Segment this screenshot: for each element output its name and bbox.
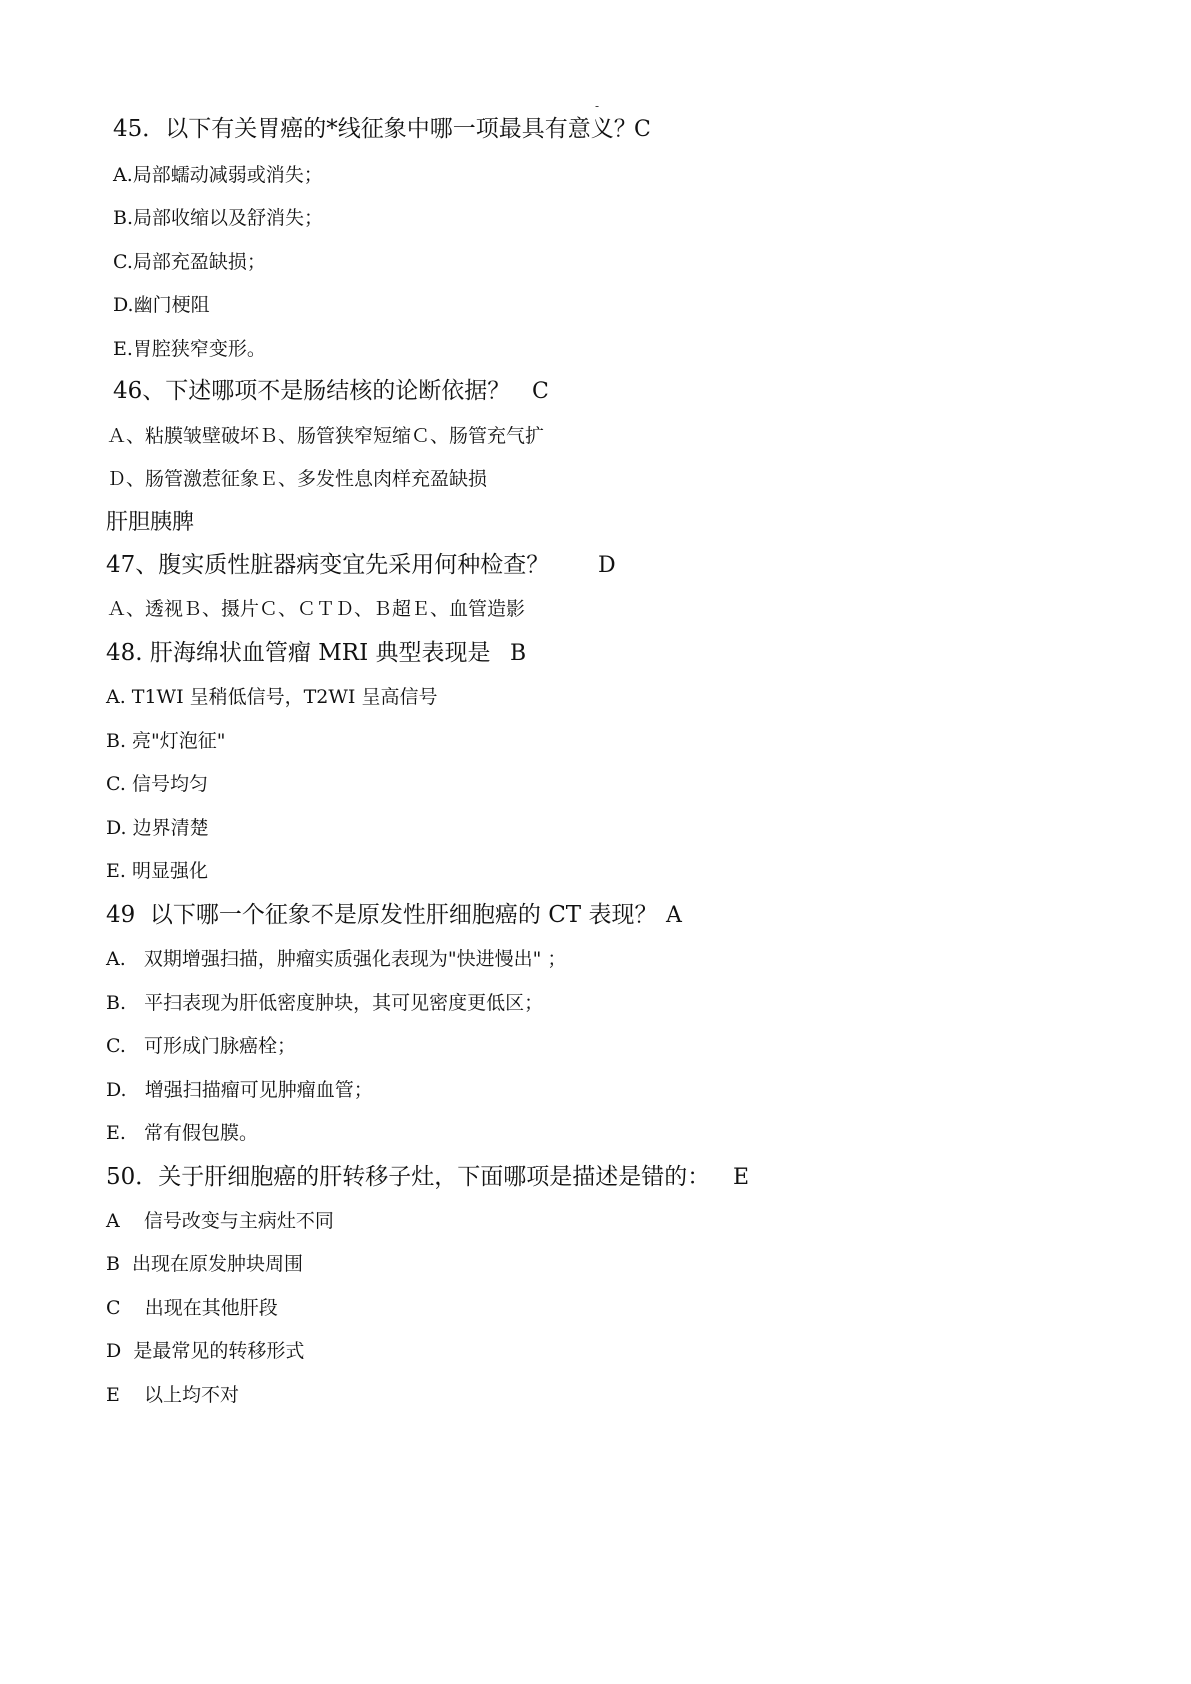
question-49-option-b: B. 平扫表现为肝低密度肿块，其可见密度更低区； — [106, 992, 544, 1014]
question-45-answer: C — [634, 117, 651, 142]
question-46-options-line-1: Ａ、粘膜皱壁破坏Ｂ、肠管狭窄短缩Ｃ、肠管充气扩 — [107, 425, 545, 447]
question-49-option-e: E. 常有假包膜。 — [106, 1122, 259, 1144]
question-49-option-a: A. 双期增强扫描，肿瘤实质强化表现为"快进慢出" ； — [106, 948, 567, 970]
question-48-option-d: D. 边界清楚 — [106, 817, 209, 839]
question-47-answer: D — [598, 553, 616, 578]
header-mark: - — [595, 99, 600, 113]
question-49-option-c: C. 可形成门脉癌栓； — [106, 1035, 297, 1057]
question-46-text: 46、下述哪项不是肠结核的论断依据？ — [113, 378, 511, 404]
question-48-option-e: E. 明显强化 — [106, 860, 208, 882]
question-47-text: 47、腹实质性脏器病变宜先采用何种检查？ — [106, 552, 550, 578]
question-50-text: 50．关于肝细胞癌的肝转移子灶，下面哪项是描述是错的： — [106, 1164, 711, 1190]
question-49-text: 49 以下哪一个征象不是原发性肝细胞癌的 CT 表现？ — [106, 902, 658, 928]
question-48-text: 48. 肝海绵状血管瘤 MRI 典型表现是 — [106, 640, 491, 666]
question-48-option-c: C. 信号均匀 — [106, 773, 208, 795]
section-title: 肝胆胰脾 — [106, 510, 195, 535]
question-50-option-d: D 是最常见的转移形式 — [106, 1340, 305, 1362]
question-50-answer: E — [733, 1165, 750, 1190]
question-45-option-e: E.胃腔狭窄变形。 — [113, 338, 266, 360]
question-48-option-b: B. 亮"灯泡征" — [106, 730, 226, 752]
question-50-option-e: E 以上均不对 — [106, 1384, 240, 1406]
question-45-option-d: D.幽门梗阻 — [113, 294, 210, 316]
question-46-options-line-2: Ｄ、肠管激惹征象Ｅ、多发性息肉样充盈缺损 — [107, 468, 488, 490]
question-46-answer: C — [532, 379, 549, 404]
question-50-option-b: B 出现在原发肿块周围 — [106, 1253, 304, 1275]
question-50-option-c: C 出现在其他肝段 — [106, 1297, 278, 1319]
question-45-option-a: A.局部蠕动减弱或消失； — [113, 164, 323, 186]
question-45-option-b: B.局部收缩以及舒消失； — [113, 207, 324, 229]
question-45-option-c: C.局部充盈缺损； — [113, 251, 266, 273]
question-45-text: 45．以下有关胃癌的*线征象中哪一项最具有意义？ — [113, 116, 637, 142]
question-47-options-line: Ａ、透视Ｂ、摄片Ｃ、ＣＴＤ、Ｂ超Ｅ、血管造影 — [107, 598, 526, 620]
question-48-option-a: A. T1WI 呈稍低信号，T2WI 呈高信号 — [106, 686, 438, 708]
question-49-answer: A — [666, 903, 682, 928]
question-49-option-d: D. 增强扫描瘤可见肿瘤血管； — [106, 1079, 373, 1101]
question-50-option-a: A 信号改变与主病灶不同 — [106, 1210, 334, 1232]
question-48-answer: B — [510, 641, 527, 666]
